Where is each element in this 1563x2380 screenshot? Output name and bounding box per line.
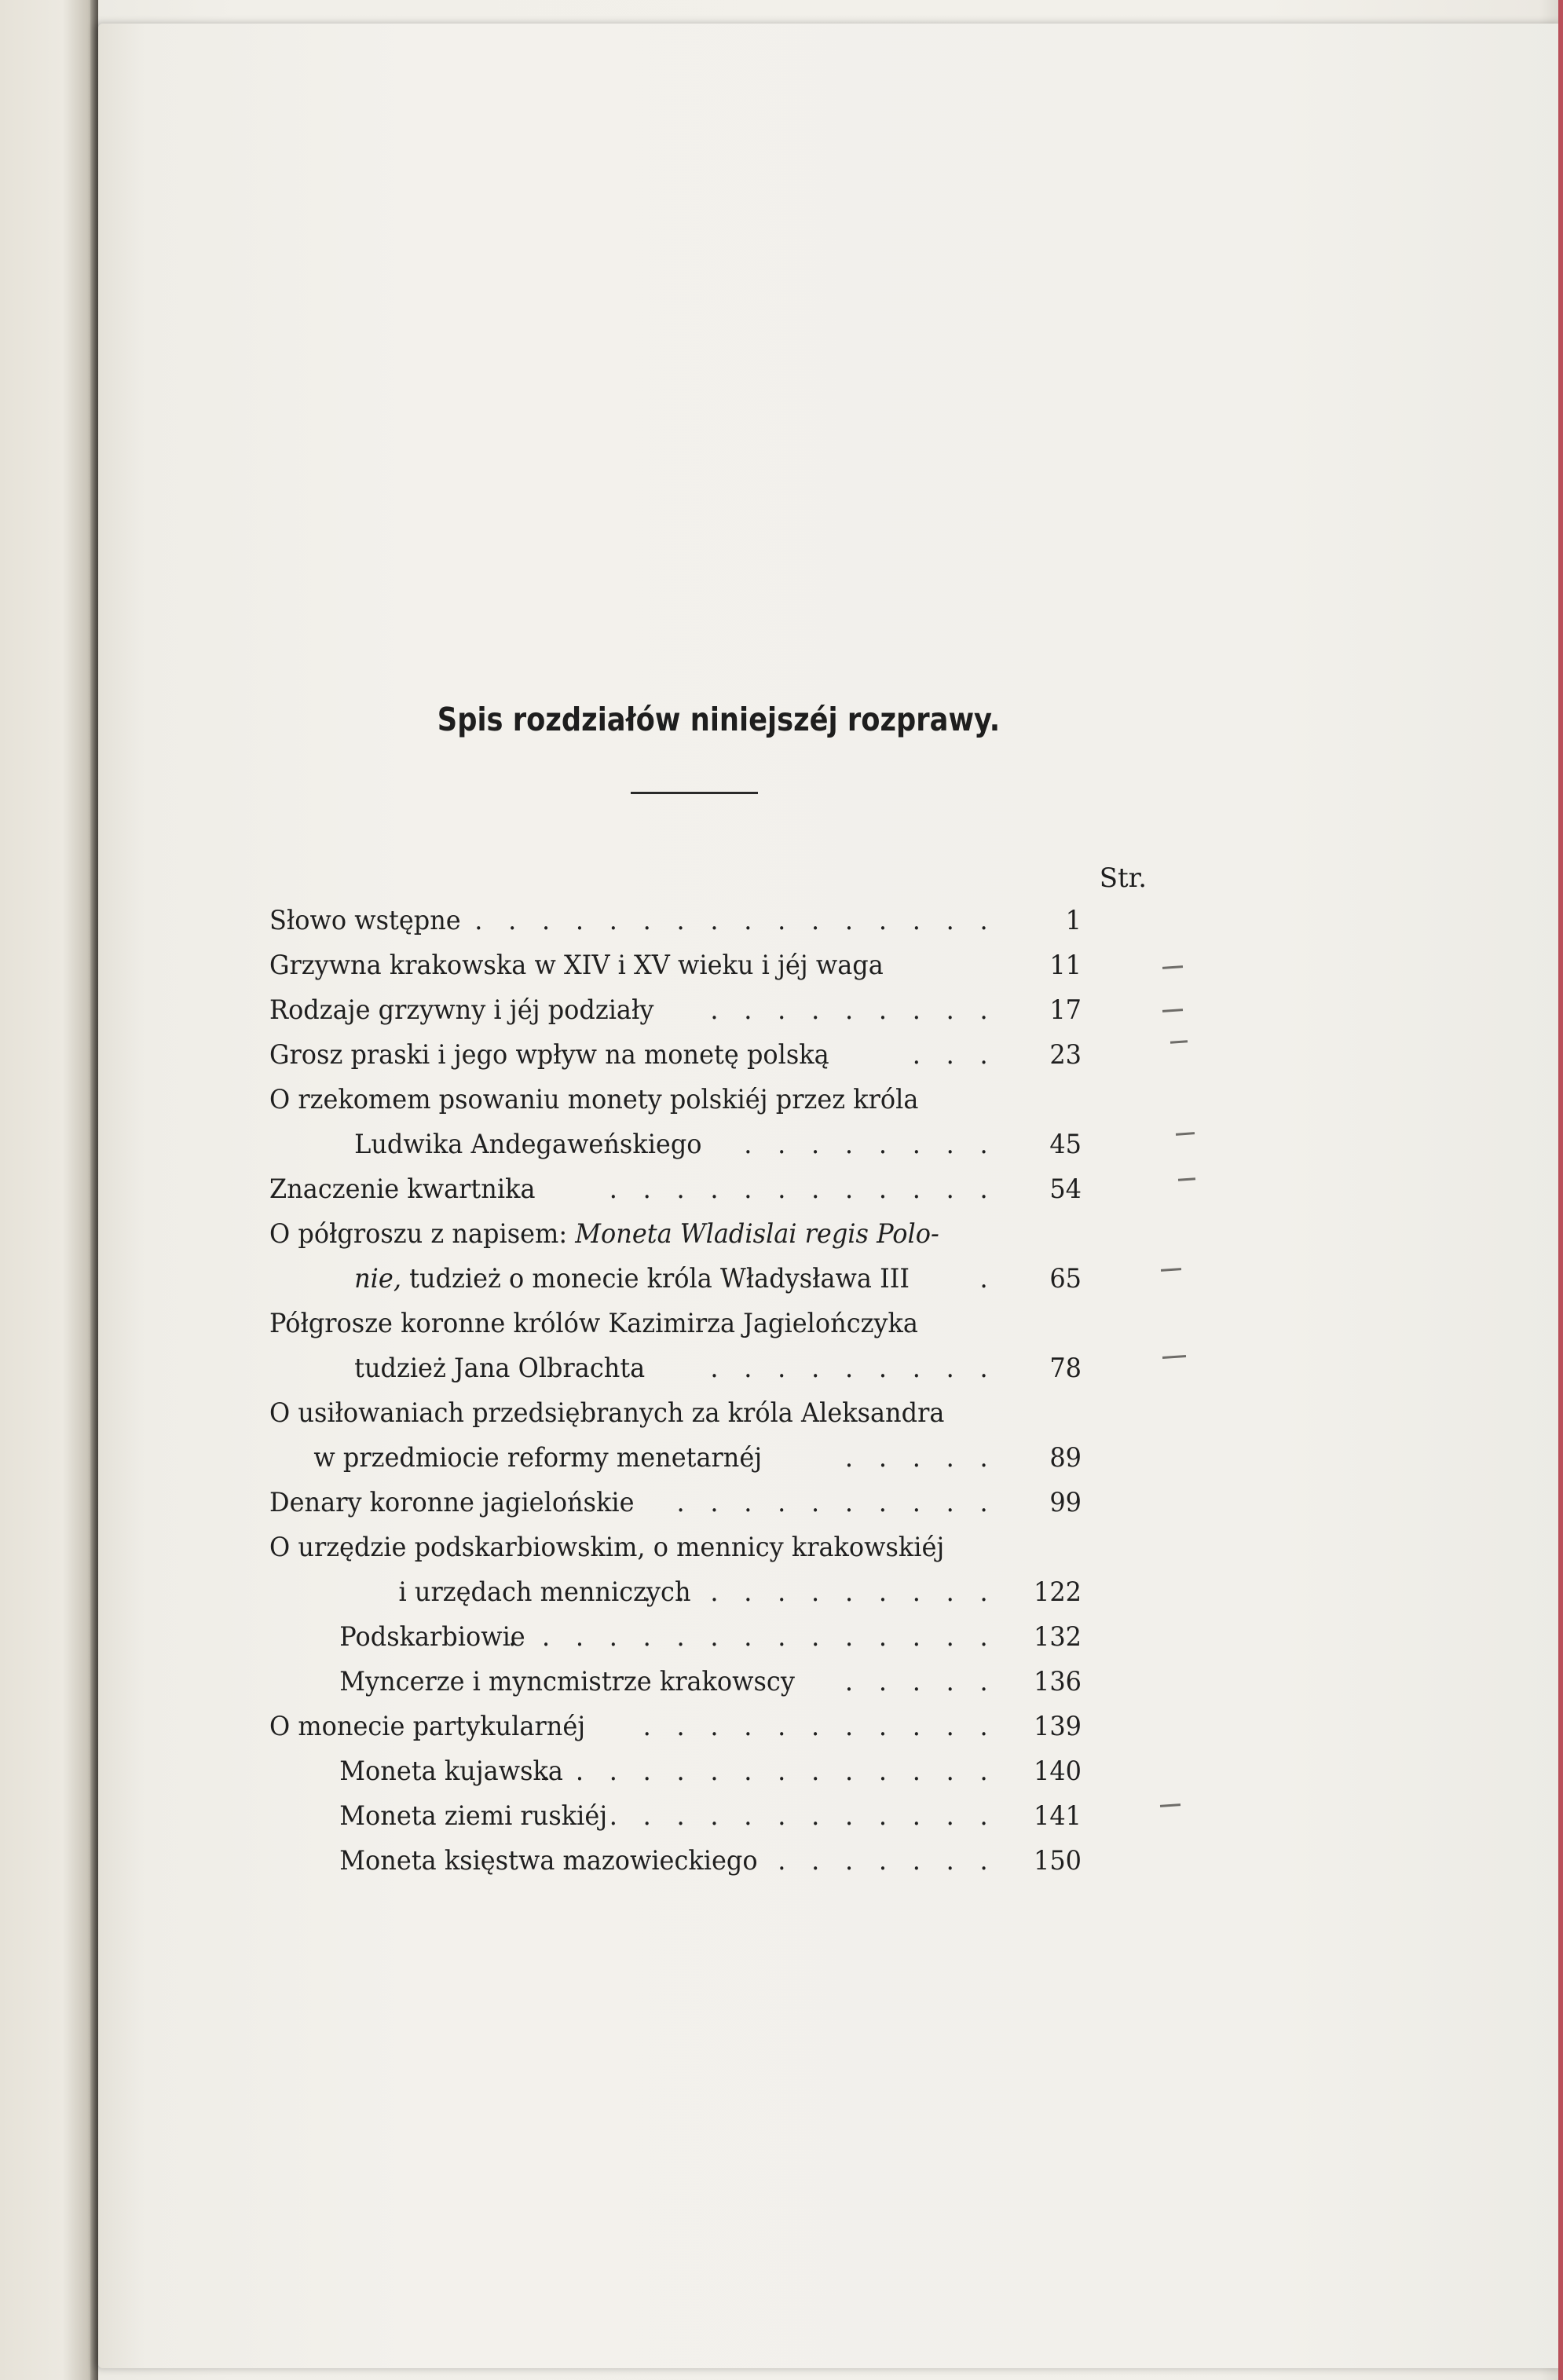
toc-entry: [269, 1614, 1082, 1660]
toc-entry-page: 78: [1049, 1353, 1082, 1384]
toc-entry-page: 139: [1033, 1711, 1082, 1742]
toc-leader: . . . . . . . . . . . . . .: [542, 1756, 997, 1787]
toc-entry: [269, 1166, 1082, 1212]
toc-entry-title: Grosz praski i jego wpływ na monetę polską: [269, 1039, 829, 1071]
toc-entry: [269, 943, 1082, 988]
heading-rule: [631, 792, 758, 794]
toc-leader: . . . . . . . .: [744, 1129, 997, 1160]
toc-entry: [269, 1122, 1082, 1167]
toc-entry-title: Półgrosze koronne królów Kazimirza Jagielończyka: [269, 1308, 918, 1339]
toc-entry-title: Moneta ziemi ruskiéj: [339, 1800, 608, 1832]
toc-entry-title: Podskarbiowie: [339, 1621, 525, 1653]
toc-entry-title: O półgroszu z napisem:: [269, 1218, 568, 1250]
toc-entry-title: Słowo wstępne: [269, 905, 461, 936]
toc-entry: [269, 1211, 1082, 1257]
toc-entry: [269, 1748, 1082, 1794]
toc-entry: [269, 1301, 1082, 1346]
toc-entry-title-italic: Moneta Wladislai regis Polo-: [575, 1218, 939, 1250]
toc-entry-title: O usiłowaniach przedsiębranych za króla Aleksandra: [269, 1397, 945, 1429]
toc-entry: [269, 1435, 1082, 1481]
toc-entry-page: 122: [1033, 1576, 1082, 1608]
toc-leader: . . . . . . . . . . . .: [609, 1174, 997, 1205]
toc-leader: . . . . . . . . . .: [676, 1487, 997, 1518]
toc-entry: [269, 1077, 1082, 1122]
toc-entry-page: 150: [1033, 1845, 1082, 1877]
toc-entry-page: 23: [1049, 1039, 1082, 1071]
toc-entry-title: i urzędach menniczych: [398, 1576, 691, 1608]
toc-entry-title: O urzędzie podskarbiowskim, o mennicy krakowskiéj: [269, 1532, 945, 1563]
toc-leader: . . . . . . . . .: [710, 1353, 997, 1384]
toc-entry: [269, 987, 1082, 1033]
page-column-label: Str.: [1099, 862, 1147, 894]
toc-entry-page: 11: [1049, 950, 1082, 981]
toc-leader: . . . . . . . . . . .: [642, 1576, 997, 1608]
toc-entry-title: w przedmiocie reformy menetarnéj: [313, 1442, 763, 1474]
toc-leader: . . . . .: [844, 1666, 997, 1697]
toc-entry-page: 141: [1033, 1800, 1082, 1832]
toc-entry: [269, 1032, 1082, 1078]
facing-page-edge: [0, 0, 98, 2380]
toc-entry-title: Moneta księstwa mazowieckiego: [339, 1845, 758, 1877]
toc-entry-title-italic: nie,: [354, 1263, 401, 1294]
page-edge-red: [1558, 0, 1563, 2380]
toc-entry-title: Grzywna krakowska w XIV i XV wieku i jéj waga: [269, 950, 884, 981]
toc-entry-page: 89: [1049, 1442, 1082, 1474]
toc-leader: . . . . . . . . .: [710, 994, 997, 1026]
toc-heading: Spis rozdziałów niniejszéj rozprawy.: [437, 701, 1001, 738]
toc-entry-title: Denary koronne jagielońskie: [269, 1487, 635, 1518]
toc-entry: [269, 1793, 1082, 1839]
toc-leader: . . . . . . . . . . .: [642, 1711, 997, 1742]
toc-leader: . . . . . . . . . . . . . . .: [508, 1621, 997, 1653]
toc-entry-title: Myncerze i myncmistrze krakowscy: [339, 1666, 795, 1697]
toc-entry: [269, 1838, 1082, 1884]
toc-leader: . . .: [912, 1039, 997, 1071]
toc-entry-page: 136: [1033, 1666, 1082, 1697]
toc-entry-title: Moneta kujawska: [339, 1756, 563, 1787]
toc-entry-page: 99: [1049, 1487, 1082, 1518]
toc-entry-title: O rzekomem psowaniu monety polskiéj przez króla: [269, 1084, 919, 1115]
toc-entry-title: Ludwika Andegaweńskiego: [354, 1129, 702, 1160]
toc-entry: [269, 1569, 1082, 1615]
toc-leader: . . . . . . .: [778, 1845, 997, 1877]
toc-leader: . . . . . . . . . . . . . . . .: [474, 905, 997, 936]
toc-entry-page: 54: [1049, 1174, 1082, 1205]
toc-entry-title: tudzież o monecie króla Władysława III: [409, 1263, 910, 1294]
toc-leader: . . . . .: [844, 1442, 997, 1474]
toc-entry-page: 65: [1049, 1263, 1082, 1294]
toc-entry: [269, 1256, 1082, 1302]
toc-entry: [269, 1346, 1082, 1391]
toc-entry-page: 132: [1033, 1621, 1082, 1653]
toc-leader: .: [979, 1263, 997, 1294]
toc-leader: . . . . . . . . . . . .: [609, 1800, 997, 1832]
toc-entry-title: tudzież Jana Olbrachta: [354, 1353, 646, 1384]
toc-entry: [269, 1390, 1082, 1436]
toc-entry-page: 45: [1049, 1129, 1082, 1160]
toc-entry-page: 17: [1049, 994, 1082, 1026]
toc-entry: [269, 1480, 1082, 1525]
book-gutter: [90, 0, 98, 2380]
toc-entry-title: Rodzaje grzywny i jéj podziały: [269, 994, 654, 1026]
toc-entry: [269, 1659, 1082, 1704]
toc-entry: [269, 1525, 1082, 1570]
toc-entry: [269, 898, 1082, 943]
toc-entry-page: 1: [1065, 905, 1082, 936]
toc-entry: [269, 1704, 1082, 1749]
toc-entry-title: Znaczenie kwartnika: [269, 1174, 536, 1205]
toc-entry-title: O monecie partykularnéj: [269, 1711, 586, 1742]
toc-entry-page: 140: [1033, 1756, 1082, 1787]
